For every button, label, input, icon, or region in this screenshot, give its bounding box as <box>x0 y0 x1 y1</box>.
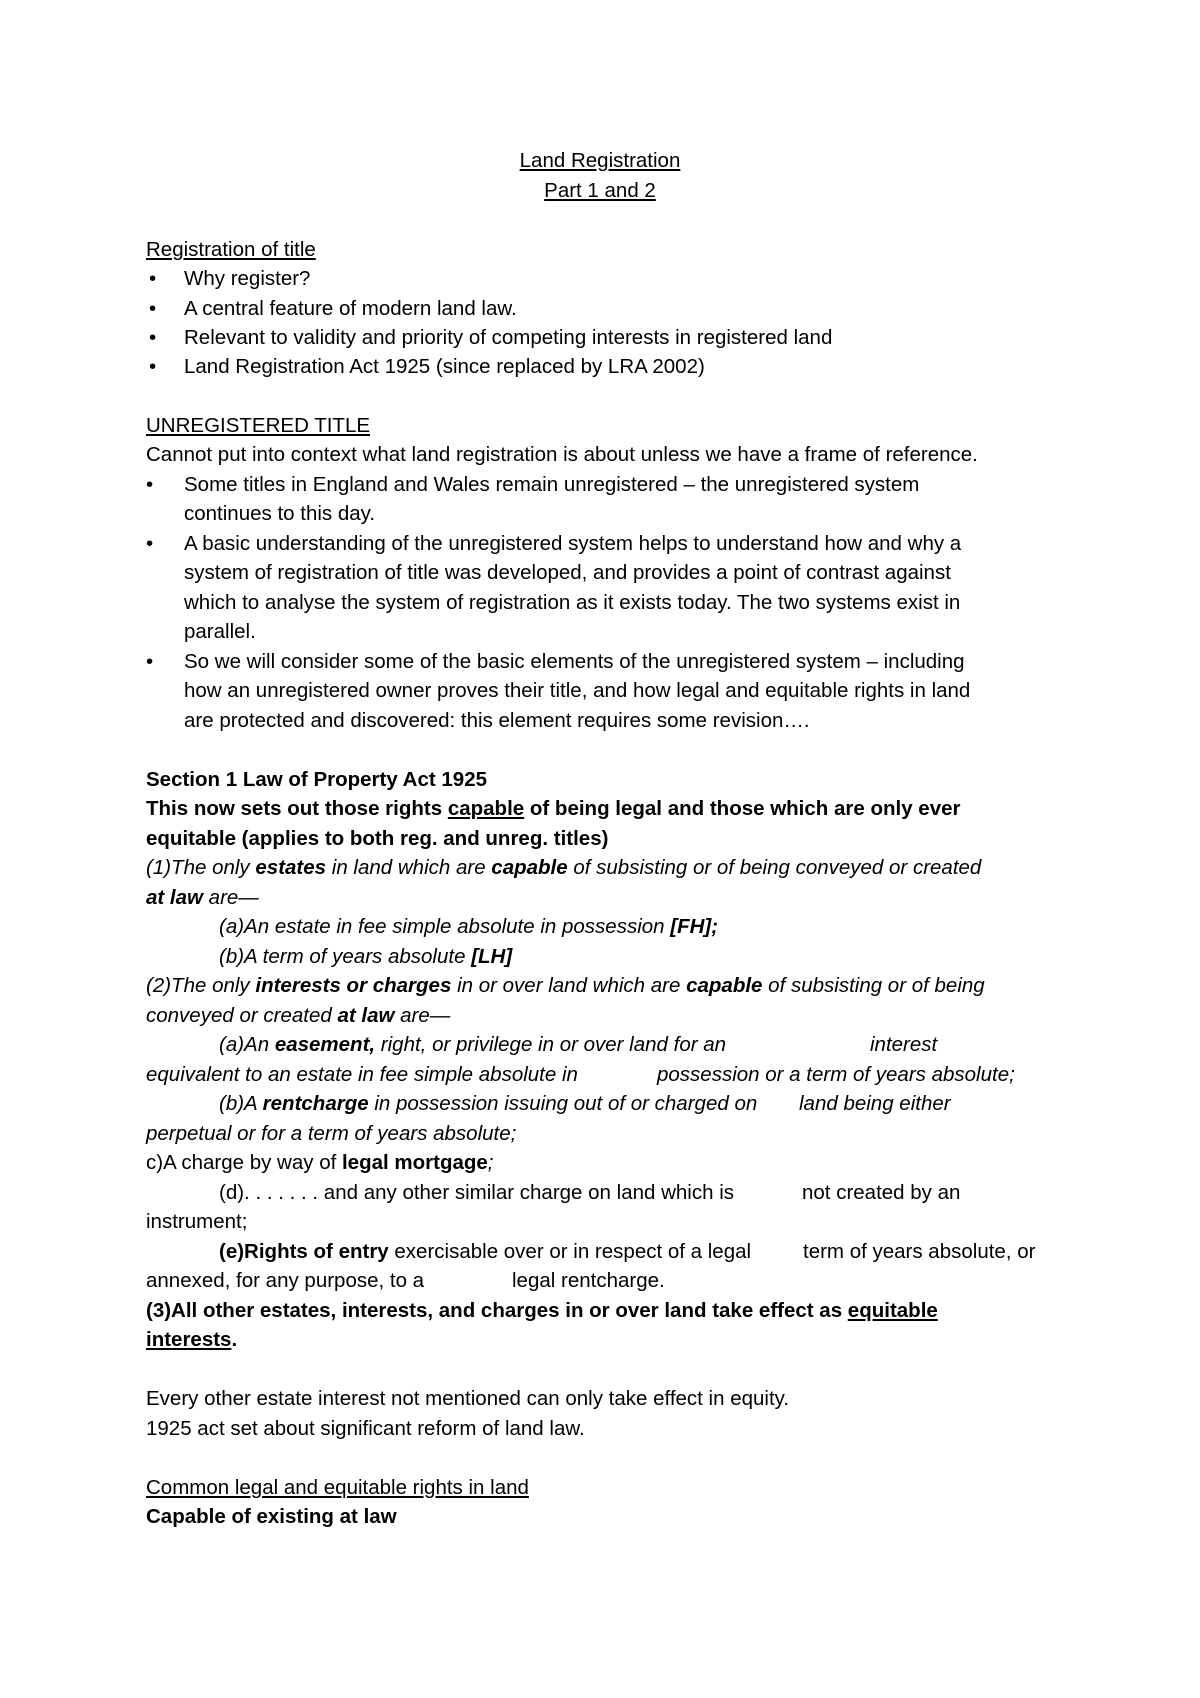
summary-line-1: Every other estate interest not mentioned can only take effect in equity. <box>146 1387 790 1410</box>
text: (a)An <box>219 1033 275 1056</box>
bullet-icon: • <box>149 267 157 290</box>
subsection-2e-tail: term of years absolute, or <box>803 1240 1036 1263</box>
text: are— <box>202 886 259 909</box>
list-item-text: A basic understanding of the unregistered system helps to understand how and why a <box>184 532 962 555</box>
emphasis: interests or charges <box>255 974 452 997</box>
subsection-2b <box>219 1089 757 1119</box>
text: (b)A <box>219 1092 263 1115</box>
section1-intro <box>146 794 960 824</box>
text: are— <box>394 1004 451 1027</box>
subsection-1 <box>146 853 981 883</box>
subsection-2a-line2: equivalent to an estate in fee simple absolute in <box>146 1063 578 1086</box>
emphasis: interests <box>146 1328 232 1351</box>
list-item-continuation: which to analyse the system of registration as it exists today. The two systems exist in <box>184 591 961 614</box>
subsection-2d-tail: not created by an <box>802 1181 961 1204</box>
section1-heading: Section 1 Law of Property Act 1925 <box>146 768 488 791</box>
list-item <box>146 529 962 559</box>
text: This now sets out those rights <box>146 797 448 820</box>
unregistered-intro: Cannot put into context what land registration is about unless we have a frame of reference. <box>146 443 978 466</box>
text: of being legal and those which are only ever <box>524 797 961 820</box>
bullet-icon: • <box>146 473 154 496</box>
subsection-2-line2 <box>146 1001 450 1031</box>
text: (2)The only <box>146 974 256 997</box>
subsection-2b-tail: land being either <box>799 1092 951 1115</box>
text: of subsisting or of being conveyed or created <box>567 856 982 879</box>
list-item-continuation: parallel. <box>184 620 256 643</box>
list-item-continuation: are protected and discovered: this element requires some revision…. <box>184 709 810 732</box>
bullet-icon: • <box>146 650 154 673</box>
text: in possession issuing out of or charged on <box>368 1092 758 1115</box>
text: right, or privilege in or over land for an <box>375 1033 727 1056</box>
list-item-continuation: continues to this day. <box>184 502 376 525</box>
text: . <box>231 1328 238 1351</box>
text: ; <box>487 1151 494 1174</box>
tag: [FH]; <box>670 915 719 938</box>
subsection-1b <box>219 942 512 972</box>
tag: [LH] <box>471 945 513 968</box>
text: exercisable over or in respect of a legal <box>388 1240 752 1263</box>
emphasis: easement, <box>274 1033 376 1056</box>
unregistered-heading: UNREGISTERED TITLE <box>146 414 371 437</box>
subsection-2 <box>146 971 985 1001</box>
list-item-continuation: system of registration of title was developed, and provides a point of contrast against <box>184 561 951 584</box>
subsection-2a-tail: interest <box>870 1033 938 1056</box>
text: in or over land which are <box>451 974 687 997</box>
subsection-2a-line2-tail: possession or a term of years absolute; <box>657 1063 1015 1086</box>
list-item-text: Why register? <box>184 267 311 290</box>
subsection-1a <box>219 912 718 942</box>
subsection-2d: (d). . . . . . . and any other similar charge on land which is <box>219 1181 735 1204</box>
emphasis: (e)Rights of entry <box>219 1240 389 1263</box>
subsection-2d-line2: instrument; <box>146 1210 248 1233</box>
bullet-icon: • <box>146 532 154 555</box>
emphasis: at law <box>337 1004 395 1027</box>
list-item-text: Some titles in England and Wales remain unregistered – the unregistered system <box>184 473 920 496</box>
emphasis: estates <box>255 856 327 879</box>
document-subtitle: Part 1 and 2 <box>544 179 656 202</box>
subsection-3-line2 <box>146 1325 237 1355</box>
subsection-2a <box>219 1030 726 1060</box>
text: (1)The only <box>146 856 256 879</box>
subsection-2b-line2: perpetual or for a term of years absolute; <box>146 1122 517 1145</box>
text: (a)An estate in fee simple absolute in possession <box>219 915 671 938</box>
text: (3)All other estates, interests, and charges in or over land take effect as <box>146 1299 848 1322</box>
common-rights-subheading: Capable of existing at law <box>146 1505 397 1528</box>
list-item <box>146 470 920 500</box>
list-item <box>146 647 965 677</box>
subsection-2c <box>146 1148 494 1178</box>
emphasis: equitable <box>847 1299 938 1322</box>
list-item <box>149 352 705 382</box>
common-rights-heading: Common legal and equitable rights in land <box>146 1476 529 1499</box>
list-item <box>149 294 517 324</box>
emphasis: at law <box>146 886 203 909</box>
emphasis: capable <box>491 856 568 879</box>
bullet-icon: • <box>149 355 157 378</box>
list-item-text: A central feature of modern land law. <box>184 297 517 320</box>
text: in land which are <box>326 856 492 879</box>
list-item-text: Land Registration Act 1925 (since replaced by LRA 2002) <box>184 355 705 378</box>
subsection-2e-line2-tail: legal rentcharge. <box>512 1269 665 1292</box>
bullet-icon: • <box>149 297 157 320</box>
text: c)A charge by way of <box>146 1151 342 1174</box>
list-item <box>149 323 833 353</box>
bullet-icon: • <box>149 326 157 349</box>
summary-line-2: 1925 act set about significant reform of land law. <box>146 1417 585 1440</box>
emphasis: capable <box>447 797 525 820</box>
subsection-3 <box>146 1296 938 1326</box>
emphasis: capable <box>686 974 763 997</box>
registration-heading: Registration of title <box>146 238 316 261</box>
document-title: Land Registration <box>519 149 681 172</box>
emphasis: legal mortgage <box>341 1151 488 1174</box>
subsection-2e <box>219 1237 751 1267</box>
list-item-text: Relevant to validity and priority of competing interests in registered land <box>184 326 833 349</box>
subsection-2e-line2: annexed, for any purpose, to a <box>146 1269 425 1292</box>
list-item-text: So we will consider some of the basic elements of the unregistered system – including <box>184 650 965 673</box>
emphasis: rentcharge <box>262 1092 369 1115</box>
list-item <box>149 264 311 294</box>
section1-intro-line2: equitable (applies to both reg. and unreg. titles) <box>146 827 609 850</box>
text: (b)A term of years absolute <box>219 945 472 968</box>
subsection-1-line2 <box>146 883 259 913</box>
text: of subsisting or of being <box>762 974 985 997</box>
list-item-continuation: how an unregistered owner proves their title, and how legal and equitable rights in land <box>184 679 971 702</box>
text: conveyed or created <box>146 1004 338 1027</box>
